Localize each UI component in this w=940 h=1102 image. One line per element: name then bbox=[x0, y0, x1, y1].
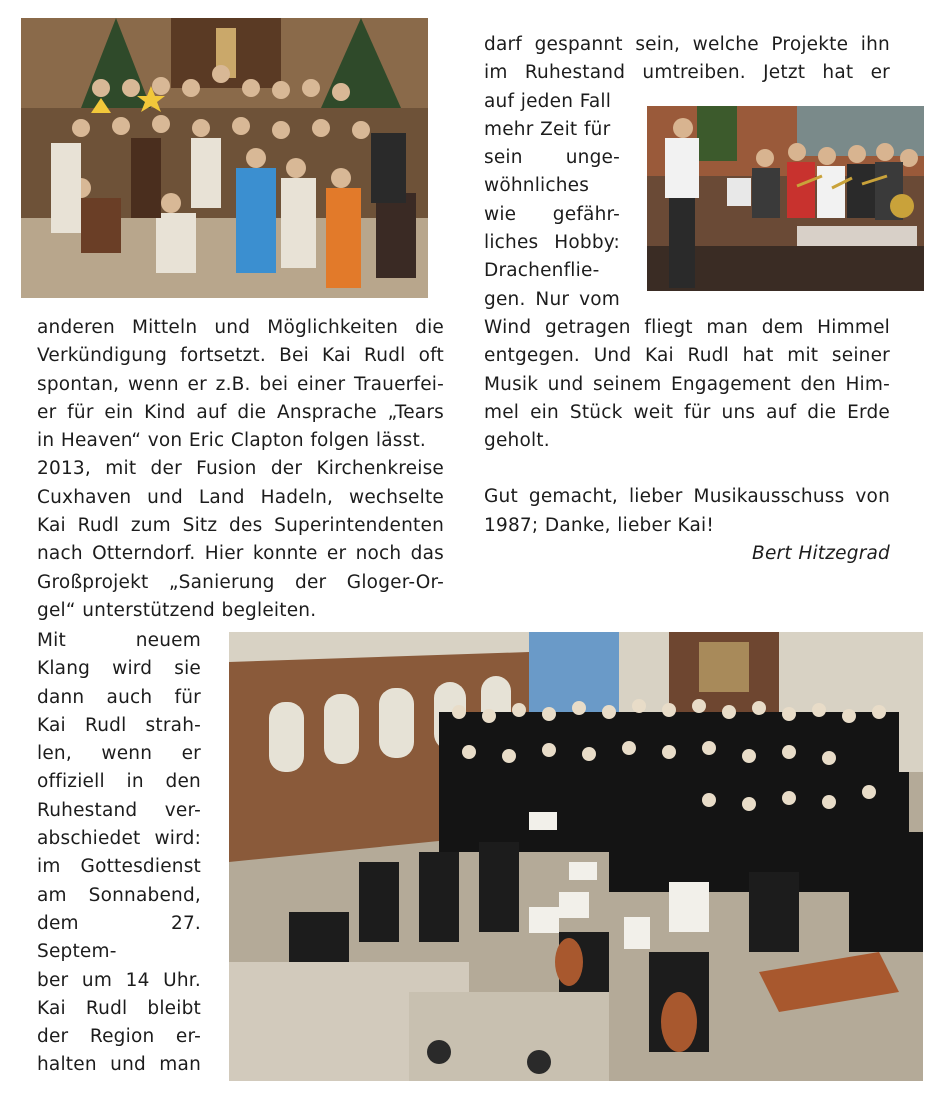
nativity-play-photo bbox=[21, 18, 428, 298]
left-column-text bbox=[37, 314, 444, 625]
text-line: nach Otterndorf. Hier konnte er noch das bbox=[37, 543, 444, 565]
text-line: Mit neuem bbox=[37, 630, 201, 651]
text-line: Musik und seinem Engagement den Him- bbox=[484, 373, 890, 395]
text-line: mel ein Stück weit für uns auf die Erde bbox=[484, 401, 890, 423]
text-line: Ruhestand ver- bbox=[37, 799, 201, 821]
text-line: Wind getragen fliegt man dem Himmel bbox=[484, 316, 890, 338]
text-line: dem 27. Septem- bbox=[37, 912, 201, 963]
text-line: offiziell in den bbox=[37, 771, 201, 793]
text-line: wie gefähr- bbox=[484, 203, 620, 225]
text-line: im Ruhestand umtreiben. Jetzt hat er bbox=[484, 62, 890, 84]
text-line: spontan, wenn er z.B. bei einer Trauerfei- bbox=[37, 373, 444, 395]
text-line: Kai Rudl strah- bbox=[37, 714, 201, 736]
text-line: der Region er- bbox=[37, 1026, 201, 1048]
closing-line: 1987; Danke, lieber Kai! bbox=[484, 514, 714, 536]
text-line: Kai Rudl zum Sitz des Superintendenten bbox=[37, 515, 444, 537]
text-line: gen. Nur vom bbox=[484, 288, 620, 310]
text-line: Klang wird sie bbox=[37, 658, 201, 680]
text-line: Kai Rudl bleibt bbox=[37, 997, 201, 1019]
text-line: auf jeden Fall bbox=[484, 90, 612, 112]
text-line: 2013, mit der Fusion der Kirchenkreise bbox=[37, 458, 444, 480]
text-line: Großprojekt „Sanierung der Gloger-Or- bbox=[37, 571, 444, 593]
text-line: dann auch für bbox=[37, 686, 201, 708]
author-signature: Bert Hitzegrad bbox=[752, 543, 890, 565]
text-line: wöhnliches bbox=[484, 175, 590, 197]
text-line: entgegen. Und Kai Rudl hat mit seiner bbox=[484, 345, 890, 367]
text-line: sein unge- bbox=[484, 147, 620, 169]
right-column-text bbox=[484, 31, 890, 568]
text-line: darf gespannt sein, welche Projekte ihn bbox=[484, 34, 890, 55]
text-line: len, wenn er bbox=[37, 743, 201, 765]
text-line: anderen Mitteln und Möglichkeiten die bbox=[37, 317, 444, 338]
text-line: Cuxhaven und Land Hadeln, wechselte bbox=[37, 486, 444, 508]
narrow-column-text bbox=[37, 627, 201, 1080]
text-line: Verkündigung fortsetzt. Bei Kai Rudl oft bbox=[37, 345, 444, 367]
text-line: ber um 14 Uhr. bbox=[37, 969, 201, 991]
text-line: gel“ unterstützend begleiten. bbox=[37, 599, 317, 621]
text-line: am Sonnabend, bbox=[37, 884, 201, 906]
text-line: halten und man bbox=[37, 1054, 201, 1076]
text-line: in Heaven“ von Eric Clapton folgen lässt. bbox=[37, 430, 427, 452]
text-line: Drachenflie- bbox=[484, 260, 600, 282]
text-line: liches Hobby: bbox=[484, 232, 620, 254]
text-line: abschiedet wird: bbox=[37, 828, 201, 850]
text-line: geholt. bbox=[484, 430, 550, 452]
text-line: er für ein Kind auf die Ansprache „Tears bbox=[37, 401, 444, 423]
text-line: im Gottesdienst bbox=[37, 856, 201, 878]
closing-line: Gut gemacht, lieber Musikausschuss von bbox=[484, 486, 890, 508]
church-concert-photo bbox=[229, 632, 923, 1081]
text-line: mehr Zeit für bbox=[484, 118, 611, 140]
